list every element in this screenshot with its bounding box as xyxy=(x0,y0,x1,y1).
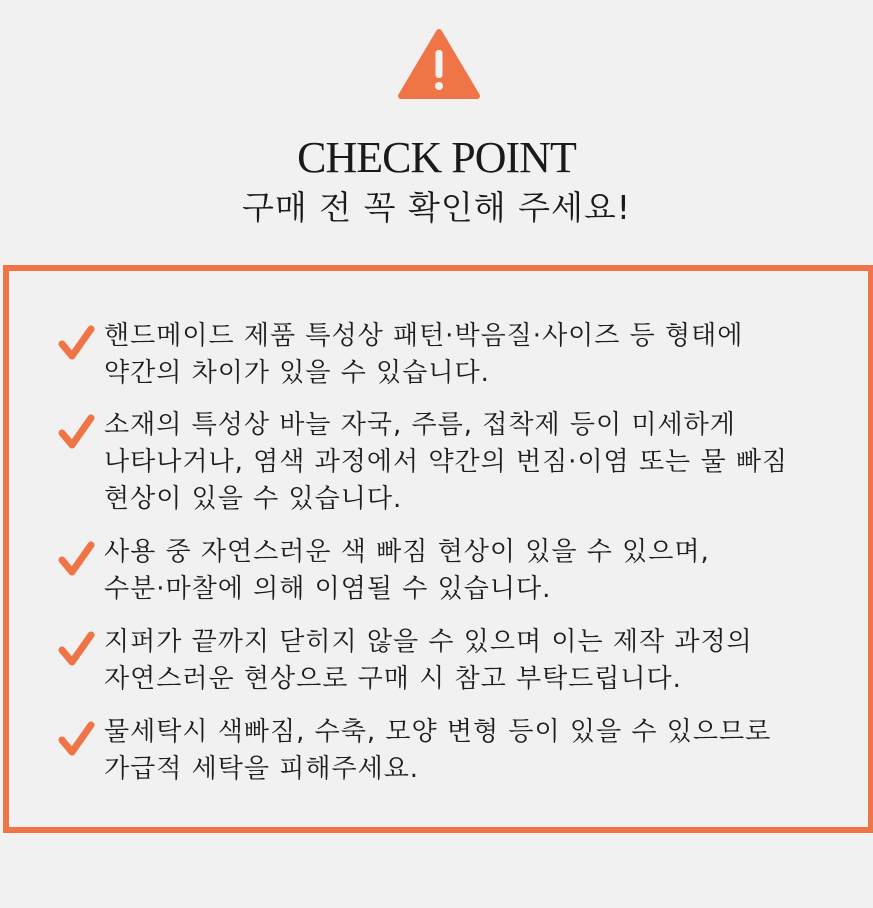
checkmark-icon xyxy=(57,540,95,578)
page-title: CHECK POINT xyxy=(297,133,576,182)
checkmark-icon xyxy=(57,720,95,758)
notice-text: 물세탁시 색빠짐, 수축, 모양 변형 등이 있을 수 있으므로 가급적 세탁을 피해주세요. xyxy=(104,717,772,784)
notice-text: 소재의 특성상 바늘 자국, 주름, 접착제 등이 미세하게 나타나거나, 염색 과정에서 약간의 번짐·이염 또는 물 빠짐 현상이 있을 수 있습니다. xyxy=(104,410,789,514)
notice-box xyxy=(3,265,873,833)
notice-text: 핸드메이드 제품 특성상 패턴·박음질·사이즈 등 형태에 약간의 차이가 있을 수 있습니다. xyxy=(104,321,744,388)
warning-triangle-icon xyxy=(397,28,481,100)
page-subtitle: 구매 전 꼭 확인해 주세요! xyxy=(242,188,631,227)
checkmark-icon xyxy=(57,630,95,668)
notice-text: 지퍼가 끝까지 닫히지 않을 수 있으며 이는 제작 과정의 자연스러운 현상으로 구매 시 참고 부탁드립니다. xyxy=(104,627,753,694)
notice-text: 사용 중 자연스러운 색 빠짐 현상이 있을 수 있으며, 수분·마찰에 의해 이염될 수 있습니다. xyxy=(104,537,710,604)
checkmark-icon xyxy=(57,324,95,362)
checkmark-icon xyxy=(57,413,95,451)
